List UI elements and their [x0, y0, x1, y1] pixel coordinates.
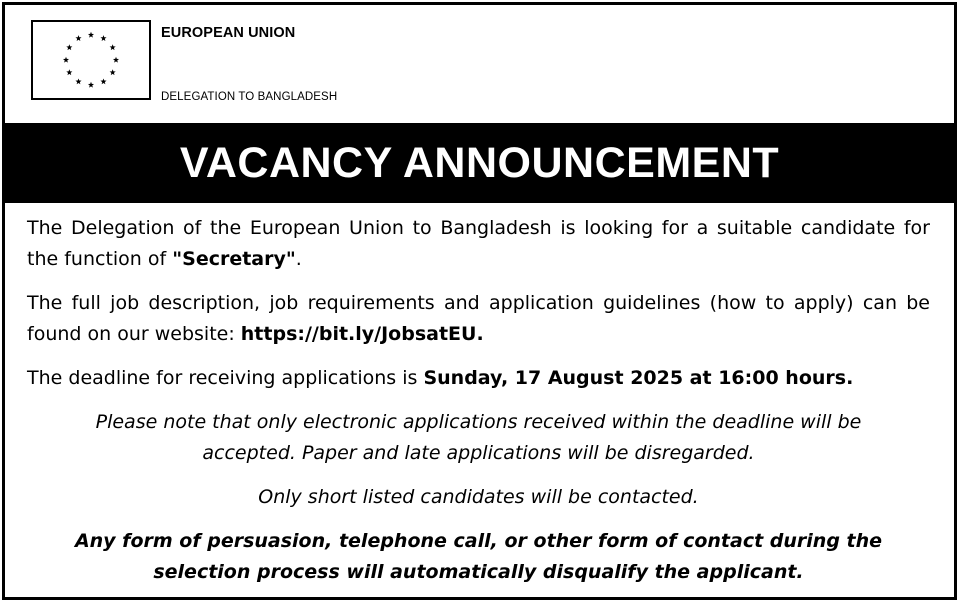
intro-text: The Delegation of the European Union to Bangladesh is looking for a suitable candidate for the function of [27, 217, 930, 270]
electronic-note [27, 407, 930, 469]
org-name: EUROPEAN UNION [161, 25, 296, 41]
page-title: VACANCY ANNOUNCEMENT [179, 139, 780, 187]
star-icon [66, 44, 72, 50]
star-icon [88, 82, 94, 88]
shortlist-note: Only short listed candidates will be contacted. [258, 486, 699, 508]
star-icon [110, 69, 116, 75]
intro-paragraph [27, 213, 930, 275]
announcement-frame [2, 2, 957, 600]
deadline-date: Sunday, 17 August 2025 at 16:00 hours. [423, 367, 854, 389]
website-paragraph [27, 288, 930, 350]
star-icon [110, 44, 116, 50]
star-icon [100, 78, 106, 84]
electronic-note-line1: Please note that only electronic applications received within the deadline will be [95, 411, 862, 433]
star-icon [88, 32, 94, 38]
website-text: The full job description, job requirements and application guidelines (how to apply) can be found on our website: [27, 292, 930, 345]
star-icon [66, 69, 72, 75]
title-banner [5, 123, 954, 203]
deadline-paragraph [27, 363, 930, 394]
star-icon [100, 35, 106, 41]
intro-end: . [295, 248, 302, 270]
eu-stars-icon [33, 22, 149, 98]
disqualify-warning [27, 526, 930, 588]
deadline-text: The deadline for receiving applications is [27, 367, 424, 389]
eu-flag-icon [31, 20, 151, 100]
electronic-note-line2: accepted. Paper and late applications will be disregarded. [202, 442, 755, 464]
position-name: "Secretary" [172, 248, 296, 270]
website-link[interactable]: https://bit.ly/JobsatEU. [240, 323, 484, 345]
announcement-body [27, 213, 930, 601]
star-icon [75, 35, 81, 41]
warning-line1: Any form of persuasion, telephone call, or other form of contact during the [74, 530, 883, 552]
star-icon [113, 57, 119, 63]
star-icon [75, 78, 81, 84]
header [5, 5, 954, 123]
star-icon [63, 57, 69, 63]
delegation-name: DELEGATION TO BANGLADESH [161, 91, 338, 103]
warning-line2: selection process will automatically disqualify the applicant. [153, 561, 804, 583]
